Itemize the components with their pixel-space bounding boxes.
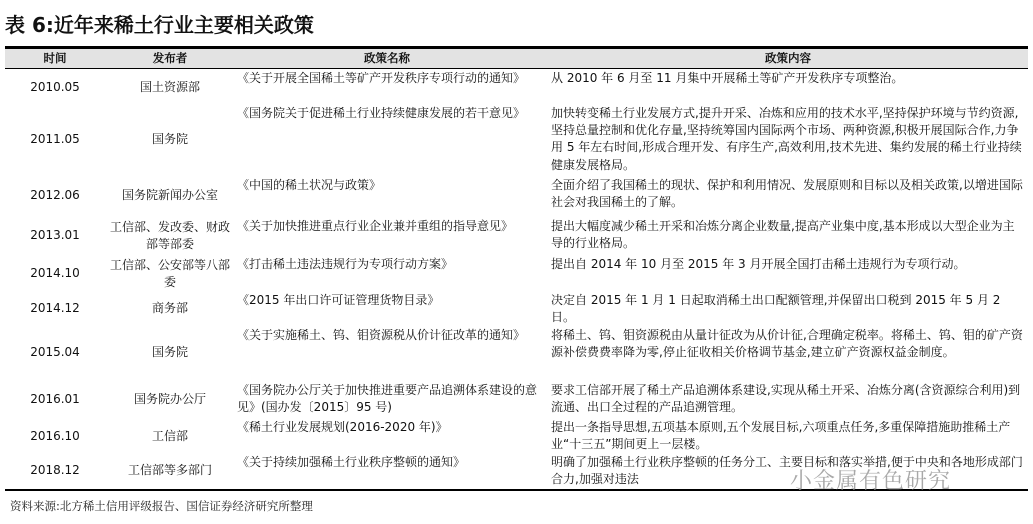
row-publisher: 国务院新闻办公室 — [121, 188, 218, 203]
row-publisher: 工信部等多部门 — [127, 463, 212, 478]
row-policy-name: 《关于持续加强稀土行业秩序整顿的通知》 — [237, 455, 466, 469]
row-publisher: 国务院 — [151, 345, 188, 360]
table-row — [5, 218, 1028, 254]
row-time: 2010.05 — [30, 79, 80, 94]
row-publisher: 工信部 — [151, 429, 188, 444]
table-title: 表 6:近年来稀土行业主要相关政策 — [5, 13, 314, 37]
table-row — [5, 292, 1028, 326]
table-header — [5, 49, 1028, 69]
row-publisher: 商务部 — [151, 301, 188, 316]
row-policy-content: 决定自 2015 年 1 月 1 日起取消稀土出口配额管理,并保留出口税到 2015 年 5 月 2 日。 — [551, 293, 1001, 325]
row-policy-content: 提出大幅度减少稀土开采和冶炼分离企业数量,提高产业集中度,基本形成以大型企业为主导的行业格局。 — [551, 219, 1015, 251]
row-time: 2018.12 — [30, 463, 80, 478]
row-publisher: 国务院办公厅 — [133, 392, 206, 407]
header-policy-content: 政策内容 — [765, 51, 811, 65]
table-row — [5, 70, 1028, 105]
row-policy-name: 《中国的稀土状况与政策》 — [237, 178, 382, 192]
row-policy-content: 加快转变稀土行业发展方式,提升开采、冶炼和应用的技术水平,坚持保护环境与节约资源,坚持总量控制和优化存量,坚持统筹国内国际两个市场、两种资源,积极开展国际合作,力争用 5 年左右时间,形成合理开发、有序生产,高效利用,技术先进、集约发展的稀土行业持续健康发展格局。 — [551, 106, 1022, 172]
row-time: 2012.06 — [30, 188, 80, 203]
watermark: 小金属有色研究 — [790, 469, 952, 494]
row-policy-name: 《关于实施稀土、钨、钼资源税从价计征改革的通知》 — [237, 328, 526, 342]
row-time: 2013.01 — [30, 228, 80, 243]
row-policy-content: 提出自 2014 年 10 月至 2015 年 3 月开展全国打击稀土违规行为专项行动。 — [551, 257, 966, 271]
row-time: 2016.01 — [30, 392, 80, 407]
row-policy-name: 《关于开展全国稀土等矿产开发秩序专项行动的通知》 — [237, 71, 526, 85]
row-policy-content: 提出一条指导思想,五项基本原则,五个发展目标,六项重点任务,多重保障措施助推稀土产业“十三五”期间更上一层楼。 — [551, 420, 1011, 452]
row-publisher: 国土资源部 — [139, 79, 200, 94]
table-body — [5, 70, 1028, 488]
row-time: 2011.05 — [30, 132, 80, 147]
row-time: 2014.12 — [30, 301, 80, 316]
row-policy-name: 《关于加快推进重点行业企业兼并重组的指导意见》 — [237, 219, 514, 233]
row-time: 2014.10 — [30, 266, 80, 281]
row-policy-name: 《国务院关于促进稀土行业持续健康发展的若干意见》 — [237, 106, 526, 120]
table-row — [5, 177, 1028, 215]
row-policy-content: 要求工信部开展了稀土产品追溯体系建设,实现从稀土开采、冶炼分离(含资源综合利用)到流通、出口全过程的产品追溯管理。 — [551, 383, 1021, 415]
row-publisher: 国务院 — [151, 132, 188, 147]
row-time: 2016.10 — [30, 429, 80, 444]
row-policy-name: 《打击稀土违法违规行为专项行动方案》 — [237, 257, 454, 271]
row-policy-content: 明确了加强稀土行业秩序整顿的任务分工、主要目标和落实举措,便于中央和各地形成部门合力,加强对违法 — [551, 455, 1023, 487]
row-policy-name: 《国务院办公厅关于加快推进重要产品追溯体系建设的意见》(国办发〔2015〕95 号) — [237, 383, 538, 415]
row-policy-name: 《2015 年出口许可证管理货物目录》 — [237, 293, 440, 307]
row-time: 2015.04 — [30, 345, 80, 360]
table-row — [5, 382, 1028, 418]
table-row — [5, 256, 1028, 292]
table-row — [5, 419, 1028, 455]
row-publisher: 工信部、发改委、财政部等部委 — [109, 219, 230, 251]
header-time: 时间 — [43, 51, 67, 65]
row-policy-content: 将稀土、钨、钼资源税由从量计征改为从价计征,合理确定税率。将稀土、钨、钼的矿产资源补偿费费率降为零,停止征收相关价格调节基金,建立矿产资源权益金制度。 — [551, 328, 1023, 360]
table-row — [5, 327, 1028, 379]
table-row — [5, 105, 1028, 175]
source-note: 资料来源:北方稀土信用评级报告、国信证券经济研究所整理 — [10, 499, 313, 513]
row-policy-content: 从 2010 年 6 月至 11 月集中开展稀土等矿产开发秩序专项整治。 — [551, 71, 904, 85]
row-publisher: 工信部、公安部等八部委 — [109, 257, 230, 289]
row-policy-name: 《稀土行业发展规划(2016-2020 年)》 — [237, 420, 448, 434]
header-publisher: 发布者 — [152, 51, 188, 65]
row-policy-content: 全面介绍了我国稀土的现状、保护和利用情况、发展原则和目标以及相关政策,以增进国际社会对我国稀土的了解。 — [551, 178, 1023, 210]
header-policy-name: 政策名称 — [364, 51, 410, 65]
